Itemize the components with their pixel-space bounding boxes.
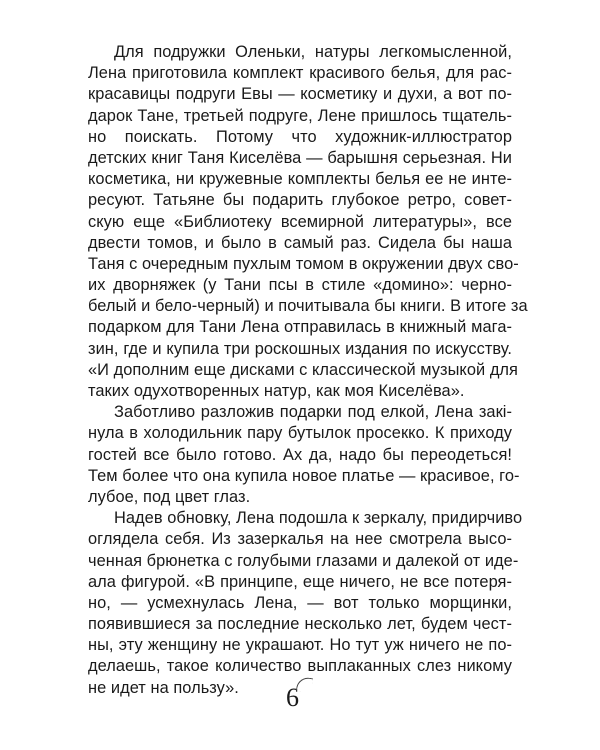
text-line: Тем более что она купила новое платье — красивое, го-	[88, 466, 520, 485]
text-line: Заботливо разложив подарки под елкой, Лена закi-	[114, 403, 512, 422]
text-line: ресуют. Татьяне бы подарить глубокое ретро, совет-	[88, 191, 512, 210]
text-line: двести томов, и было в самый раз. Сидела бы наша	[88, 233, 512, 252]
text-line: косметика, ни кружевные комплекты белья ее не инте-	[88, 170, 512, 189]
text-line: Таня с очередным пухлым томом в окружении двух сво-	[88, 254, 519, 273]
text-line: Для подружки Оленьки, натуры легкомысленной,	[114, 43, 512, 61]
text-line: подарком для Тани Лена отправилась в книжный мага-	[88, 318, 512, 337]
paragraph	[88, 42, 528, 402]
page-number	[0, 683, 600, 713]
text-line: оглядела себя. Из зазеркалья на нее смотрела высо-	[88, 530, 512, 549]
text-line: детских книг Таня Киселёва — барышня серьезная. Ни	[88, 148, 512, 167]
text-line: Лена приготовила комплект красивого белья, для рас-	[88, 64, 512, 83]
paragraph	[88, 402, 520, 508]
text-line: зин, где и купила три роскошных издания по искусству.	[88, 339, 512, 358]
text-line: не идет на пользу».	[88, 678, 239, 697]
text-line: белый и бело-черный) и почитывала бы книги. В итоге за	[88, 297, 528, 316]
page-number-value: 6	[286, 683, 299, 712]
text-line: ченная брюнетка с голубыми глазами и далекой от иде-	[88, 551, 519, 570]
text-line: лубое, под цвет глаз.	[88, 487, 251, 506]
page-body	[88, 42, 528, 699]
text-line: таких одухотворенных натур, как моя Киселёва».	[88, 382, 465, 400]
text-line: делаешь, такое количество выплаканных слез никому	[88, 657, 512, 676]
text-line: ала фигурой. «В принципе, еще ничего, не все потеря-	[88, 572, 512, 591]
text-line: гостей все было готово. Ах да, надо бы переодеться!	[88, 445, 512, 464]
paragraph	[88, 508, 523, 699]
text-line: красавицы подруги Евы — косметику и духи, а вот по-	[88, 85, 512, 104]
text-line: скую еще «Библиотеку всемирной литературы», все	[88, 212, 512, 231]
text-line: но поискать. Потому что художник-иллюстратор	[88, 127, 512, 146]
text-line: появившиеся за последние несколько лет, будем чест-	[88, 615, 512, 634]
text-line: Надев обновку, Лена подошла к зеркалу, придирчиво	[114, 509, 523, 528]
text-line: ны, эту женщину не украшают. Но тут уж ничего не по-	[88, 636, 512, 655]
text-line: дарок Тане, третьей подруге, Лене пришлось тщатель-	[88, 106, 512, 125]
text-line: нула в холодильник пару бутылок просекко. К приходу	[88, 424, 512, 443]
text-line: «И дополним еще дисками с классической музыкой для	[88, 360, 518, 379]
text-line: но, — усмехнулась Лена, — вот только морщинки,	[88, 593, 512, 612]
text-line: их дворняжек (у Тани псы в стиле «домино»: черно-	[88, 276, 512, 295]
